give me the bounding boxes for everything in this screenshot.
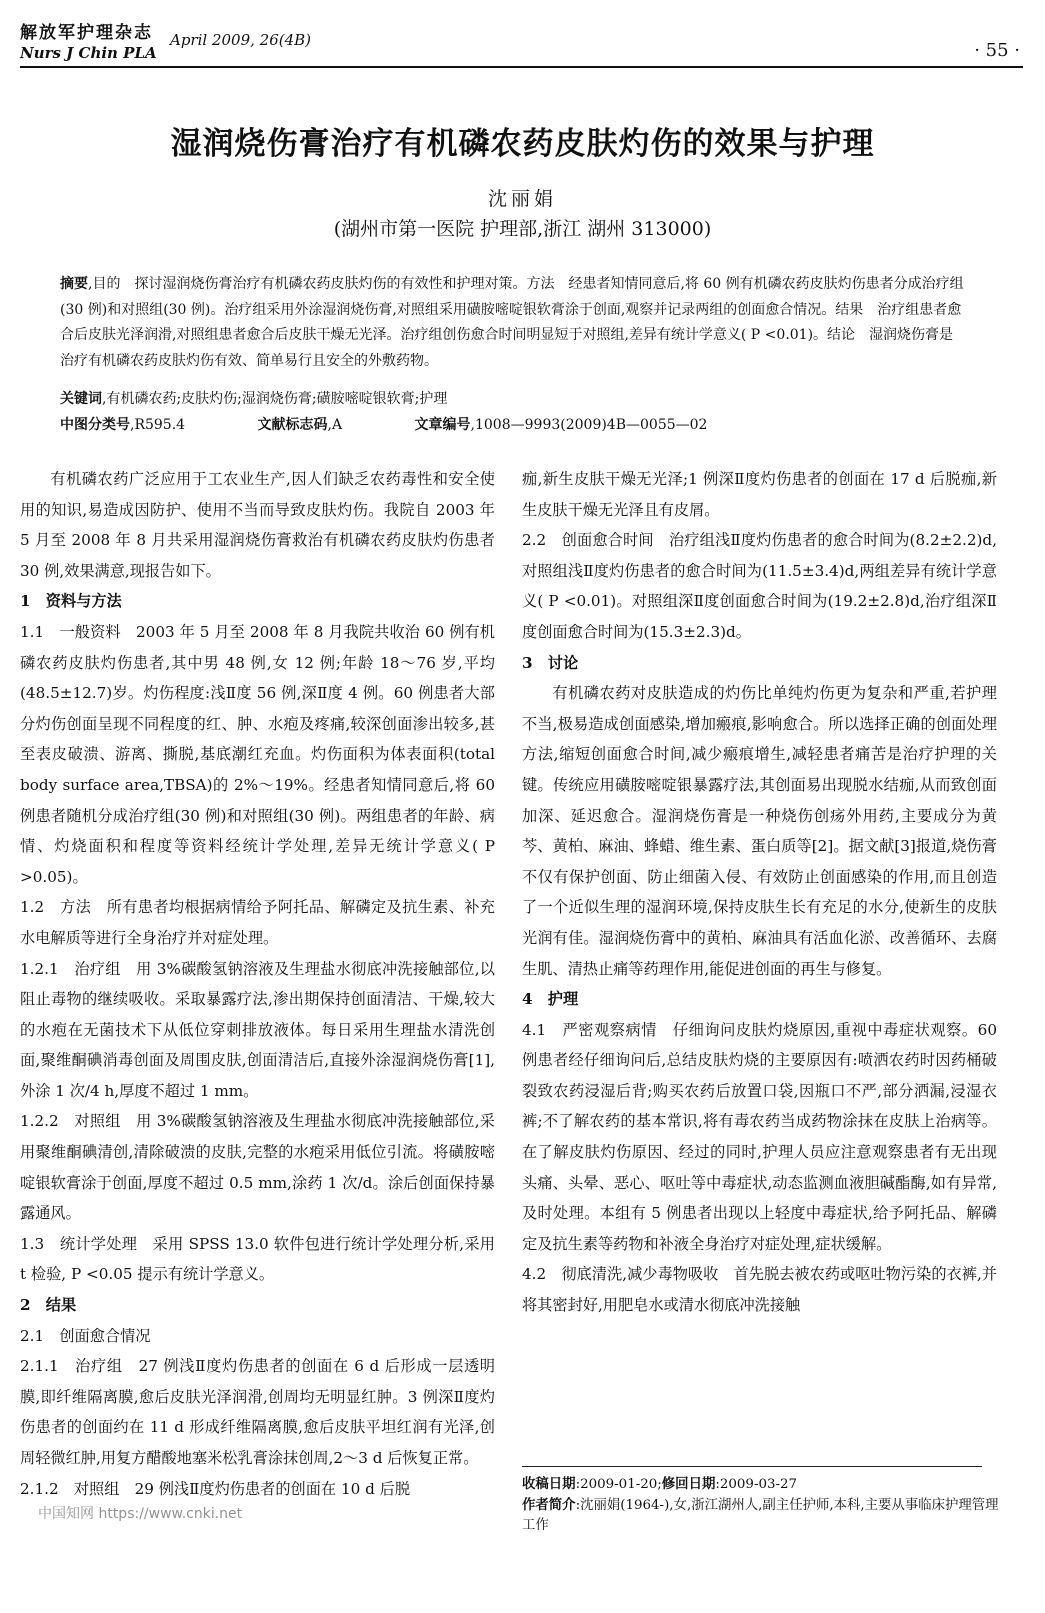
journal-name-en: Nurs J Chin PLA [20,44,157,62]
abstract [60,272,966,374]
subsection-heading: 2.1 创面愈合情况 [20,1326,151,1345]
section-heading: 3 讨论 [522,653,579,672]
footnote-dates: 收稿日期:2009-01-20;修回日期:2009-03-27 [522,1476,798,1492]
body-paragraph: 1.3 统计学处理 采用 SPSS 13.0 软件包进行统计学处理分析,采用 t 检验, P <0.05 提示有统计学意义。 [20,1234,495,1284]
abstract-text: ,目的 探讨湿润烧伤膏治疗有机磷农药皮肤灼伤的有效性和护理对策。方法 经患者知情同意后,将 60 例有机磷农药皮肤灼伤患者分成治疗组(30 例)和对照组(30 例)。治疗组采用外涂湿润烧伤膏,对照组采用磺胺嘧啶银软膏涂于创面,观察并记录两组的创面愈合情况。结果 治疗组患者愈合后皮肤光泽润滑,对照组患者愈合后皮肤干燥无光泽。治疗组创伤愈合时间明显短于对照组,差异有统计学意义( P <0.01)。结论 湿润烧伤膏是治疗有机磷农药皮肤灼伤有效、简单易行且安全的外敷药物。 [60,276,964,369]
body-column-left [20,464,495,1504]
author-name: 沈丽娟 [487,188,557,210]
body-column-right [522,464,997,1321]
body-paragraph: 2.1.2 对照组 29 例浅Ⅱ度灼伤患者的创面在 10 d 后脱 [20,1479,411,1498]
article-title: 湿润烧伤膏治疗有机磷农药皮肤灼伤的效果与护理 [170,126,875,162]
section-heading: 4 护理 [522,990,579,1009]
body-paragraph: 2.2 创面愈合时间 治疗组浅Ⅱ度灼伤患者的愈合时间为(8.2±2.2)d,对照组浅Ⅱ度灼伤患者的愈合时间为(11.5±3.4)d,两组差异有统计学意义( P <0.01)。对照组深Ⅱ度创面愈合时间为(19.2±2.8)d,治疗组深Ⅱ度创面愈合时间为(15.3±2.3)d。 [522,531,997,641]
body-paragraph: 1.1 一般资料 2003 年 5 月至 2008 年 8 月我院共收治 60 例有机磷农药皮肤灼伤患者,其中男 48 例,女 12 例;年龄 18～76 岁,平均(48.5±12.7)岁。灼伤程度:浅Ⅱ度 56 例,深Ⅱ度 4 例。60 例患者大部分灼伤创面呈现不同程度的红、肿、水疱及疼痛,较深创面渗出较多,甚至表皮破溃、游离、撕脱,基底潮红充血。灼伤面积为体表面积(total body surface area,TBSA)的 2%～19%。经患者知情同意后,将 60 例患者随机分成治疗组(30 例)和对照组(30 例)。两组患者的年龄、病情、灼烧面积和程度等资料经统计学处理,差异无统计学意义( P >0.05)。 [20,622,495,886]
body-paragraph: 2.1.1 治疗组 27 例浅Ⅱ度灼伤患者的创面在 6 d 后形成一层透明膜,即纤维隔离膜,愈后皮肤光泽润滑,创周均无明显红肿。3 例深Ⅱ度灼伤患者的创面约在 11 d 形成纤维隔离膜,愈后皮肤平坦红润有光泽,创周轻微红肿,用复方醋酸地塞米松乳膏涂抹创周,2～3 d 后恢复正常。 [20,1357,495,1467]
body-paragraph: 4.1 严密观察病情 仔细询问皮肤灼烧原因,重视中毒症状观察。60 例患者经仔细询问后,总结皮肤灼烧的主要原因有:喷洒农药时因药桶破裂致农药浸湿后背;购买农药后放置口袋,因瓶口不严,部分洒漏,浸湿衣裤;不了解农药的基本常识,将有毒农药当成药物涂抹在皮肤上治病等。在了解皮肤灼伤原因、经过的同时,护理人员应注意观察患者有无出现头痛、头晕、恶心、呕吐等中毒症状,动态监测血液胆碱酯酶,如有异常,及时处理。本组有 5 例患者出现以上轻度中毒症状,给予阿托品、解磷定及抗生素等药物和补液全身治疗对症处理,症状缓解。 [522,1020,997,1253]
article-number: 文章编号,1008—9993(2009)4B—0055—02 [414,417,708,433]
body-paragraph: 4.2 彻底清洗,减少毒物吸收 首先脱去被农药或呕吐物污染的衣裤,并将其密封好,用肥皂水或清水彻底冲洗接触 [522,1265,997,1315]
section-heading: 1 资料与方法 [20,592,122,611]
footnote [522,1474,1002,1536]
abstract-label: 摘要 [60,276,88,292]
keywords-label: 关键词 [60,391,102,407]
header-rule [20,66,1023,68]
body-paragraph: 痂,新生皮肤干燥无光泽;1 例深Ⅱ度灼伤患者的创面在 17 d 后脱痂,新生皮肤干燥无光泽且有皮屑。 [522,470,997,519]
watermark: 中国知网 https://www.cnki.net [38,1506,243,1522]
author-affiliation: (湖州市第一医院 护理部,浙江 湖州 313000) [333,218,712,240]
keywords-text: ,有机磷农药;皮肤灼伤;湿润烧伤膏;磺胺嘧啶银软膏;护理 [102,391,448,407]
section-heading: 2 结果 [20,1296,77,1315]
document-code: 文献标志码,A [257,417,343,433]
body-paragraph: 有机磷农药对皮肤造成的灼伤比单纯灼伤更为复杂和严重,若护理不当,极易造成创面感染,增加瘢痕,影响愈合。所以选择正确的创面处理方法,缩短创面愈合时间,减少瘢痕增生,减轻患者痛苦是治疗护理的关键。传统应用磺胺嘧啶银暴露疗法,其创面易出现脱水结痂,从而致创面加深、延迟愈合。湿润烧伤膏是一种烧伤创疡外用药,主要成分为黄芩、黄柏、麻油、蜂蜡、维生素、蛋白质等[2]。据文献[3]报道,烧伤膏不仅有保护创面、防止细菌入侵、有效防止创面感染的作用,而且创造了一个近似生理的湿润环境,保持皮肤生长有充足的水分,使新生的皮肤光润有佳。湿润烧伤膏中的黄柏、麻油具有活血化淤、改善循环、去腐生肌、清热止痛等药理作用,能促进创面的再生与修复。 [522,684,997,978]
keywords [60,388,966,408]
body-paragraph: 1.2.2 对照组 用 3%碳酸氢钠溶液及生理盐水彻底冲洗接触部位,采用聚维酮碘清创,清除破溃的皮肤,完整的水疱采用低位引流。将磺胺嘧啶银软膏涂于创面,厚度不超过 0.5 mm,涂药 1 次/d。涂后创面保持暴露通风。 [20,1112,495,1223]
body-paragraph: 1.2.1 治疗组 用 3%碳酸氢钠溶液及生理盐水彻底冲洗接触部位,以阻止毒物的继续吸收。采取暴露疗法,渗出期保持创面清洁、干燥,较大的水疱在无菌技术下从低位穿刺排放液体。每日采用生理盐水清洗创面,聚维酮碘消毒创面及周围皮肤,创面清洁后,直接外涂湿润烧伤膏[1],外涂 1 次/4 h,厚度不超过 1 mm。 [20,959,495,1100]
intro-paragraph: 有机磷农药广泛应用于工农业生产,因人们缺乏农药毒性和安全使用的知识,易造成因防护、使用不当而导致皮肤灼伤。我院自 2003 年 5 月至 2008 年 8 月共采用湿润烧伤膏救治有机磷农药皮肤灼伤患者 30 例,效果满意,现报告如下。 [20,470,495,580]
body-paragraph: 1.2 方法 所有患者均根据病情给予阿托品、解磷定及抗生素、补充水电解质等进行全身治疗并对症处理。 [20,898,495,947]
journal-name-cn: 解放军护理杂志 [20,23,153,43]
running-header [20,18,1020,68]
page-number: · 55 · [974,40,1020,61]
clc-code: 中图分类号,R595.4 [60,417,186,433]
footnote-author-bio: 作者简介:沈丽娟(1964-),女,浙江湖州人,副主任护师,本科,主要从事临床护理管理工作 [522,1497,999,1533]
classification-line [60,414,966,434]
issue-info: April 2009, 26(4B) [170,31,312,49]
footnote-rule [522,1466,982,1467]
